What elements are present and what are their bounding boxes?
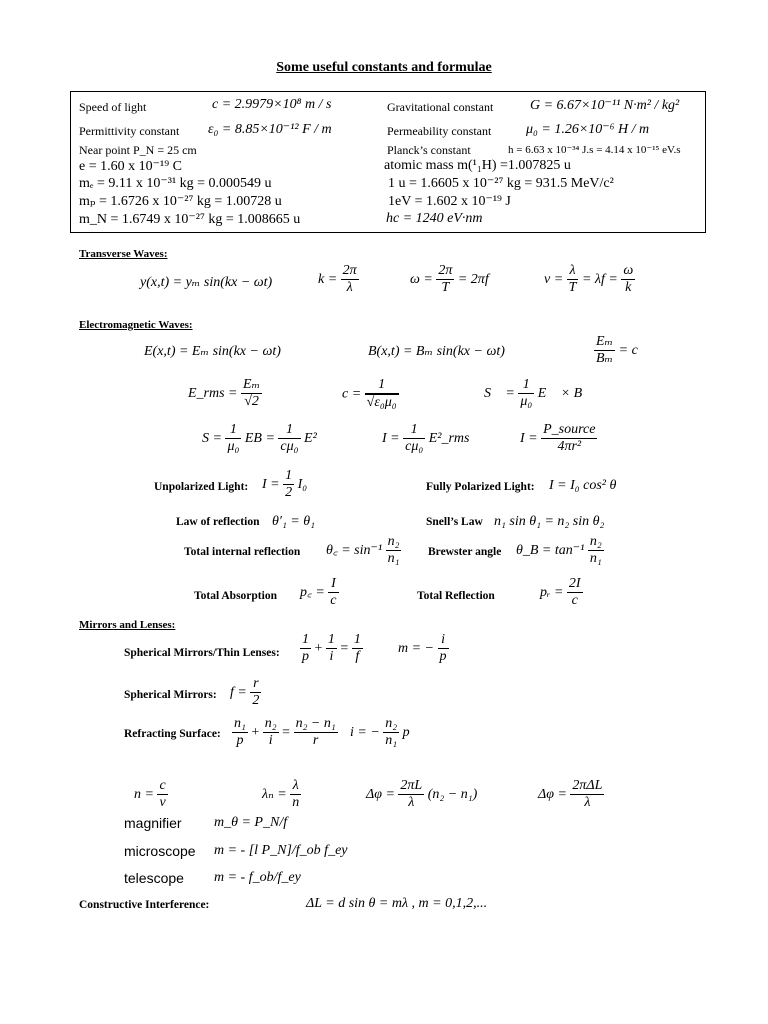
law-reflection-eq: θ′₁ = θ₁ — [272, 514, 315, 529]
wave-omega-eq: ω = $\frac{2\pi}{T}$ = 2πf — [410, 263, 489, 296]
spherical-thin-label: Spherical Mirrors/Thin Lenses: — [124, 647, 280, 659]
lens-magnification-eq: m = − $\frac{i}{p}$ — [398, 632, 447, 665]
index-eq: n = $\frac{c}{v}$ — [134, 778, 166, 811]
telescope-label: telescope — [124, 870, 184, 886]
constructive-eq: ΔL = d sin θ = mλ , m = 0,1,2,... — [306, 896, 488, 911]
atomic-mass: atomic mass m(¹₁H) =1.007825 u — [384, 158, 571, 173]
electron-charge: e = 1.60 x 10⁻¹⁹ C — [79, 159, 182, 174]
brewster-label: Brewster angle — [428, 546, 502, 558]
mirror-focal-eq: f = $\frac{r}{2}$ — [230, 676, 260, 709]
wave-v-eq: v = $\frac{\lambda}{T}$ = λf = $\frac{\omega}{k}$ — [544, 263, 634, 296]
poynting-vector-eq: S⃗ = $\frac{1}{\text{μ₀}}$ E⃗ × B⃗ — [484, 377, 594, 410]
permeab-label: Permeability constant — [387, 124, 492, 138]
unpolarized-label: Unpolarized Light: — [154, 481, 249, 493]
fully-polarized-eq: I = I₀ cos² θ — [549, 478, 617, 493]
microscope-eq: m = - [l P_N]/f_ob f_ey — [214, 843, 348, 858]
wavelength-medium-eq: λₙ = $\frac{\lambda}{n}$ — [262, 778, 300, 811]
em-b-eq: B(x,t) = Bₘ sin(kx − ωt) — [368, 344, 505, 359]
constructive-label: Constructive Interference: — [79, 899, 210, 911]
intensity-source-eq: I = $\frac{\text{P\_source}}{\text{4πr²}}$ — [520, 422, 596, 455]
microscope-label: microscope — [124, 843, 196, 859]
law-reflection-label: Law of reflection — [176, 516, 260, 528]
tir-eq: θ꜀ = sin⁻¹ $\frac{\text{n₂}}{\text{n₁}}$ — [326, 534, 400, 567]
wave-k-eq: k = $\frac{2\pi}{\lambda}$ — [318, 263, 357, 296]
telescope-eq: m = - f_ob/f_ey — [214, 870, 301, 885]
hc: hc = 1240 eV·nm — [386, 211, 483, 226]
phase-diff-eq: Δφ = $\frac{2\pi L}{\lambda}$ (n₂ − n₁) — [366, 778, 478, 811]
thin-lens-eq: $\frac{1}{p}$ + $\frac{1}{i}$ = $\frac{1}{f}$ — [302, 632, 361, 665]
proton-mass: mₚ = 1.6726 x 10⁻²⁷ kg = 1.00728 u — [79, 194, 282, 209]
c-eq: c = $\frac{1}{\text{√ε₀μ₀}}$ — [342, 377, 397, 411]
refracting-label: Refracting Surface: — [124, 728, 221, 740]
ev-conversion: 1eV = 1.602 x 10⁻¹⁹ J — [388, 194, 511, 209]
erms-eq: E_rms = $\frac{\text{Eₘ}}{√2}$ — [188, 377, 261, 410]
planck-eq: h = 6.63 x 10⁻³⁴ J.s = 4.14 x 10⁻¹⁵ eV.s — [508, 144, 681, 156]
poynting-eq: S = $\frac{1}{\text{μ₀}}$ EB = $\frac{1}{\text{cμ₀}}$ E² — [202, 422, 317, 455]
snell-eq: n₁ sin θ₁ = n₂ sin θ₂ — [494, 514, 605, 529]
section-mirrors: Mirrors and Lenses: — [79, 619, 176, 631]
magnifier-label: magnifier — [124, 815, 182, 831]
phase-diff-path-eq: Δφ = $\frac{\text{2πΔL}}{\lambda}$ — [538, 778, 603, 811]
total-absorption-eq: p꜀ = $\frac{I}{c}$ — [300, 576, 337, 609]
unpolarized-eq: I = $\frac{1}{2}$ I₀ — [262, 468, 308, 501]
em-e-eq: E(x,t) = Eₘ sin(kx − ωt) — [144, 344, 281, 359]
em-ratio-eq: $\frac{\text{Eₘ}}{\text{Bₘ}}$ = c — [596, 334, 638, 367]
speed-light-eq: c = 2.9979×10⁸ m / s — [212, 97, 332, 112]
spherical-mirrors-label: Spherical Mirrors: — [124, 689, 217, 701]
planck-label: Planck’s constant — [387, 143, 471, 157]
brewster-eq: θ_B = tan⁻¹ $\frac{\text{n₂}}{\text{n₁}}$ — [516, 534, 602, 567]
permeab-eq: μ₀ = 1.26×10⁻⁶ H / m — [526, 122, 650, 137]
intensity-eq: I = $\frac{1}{\text{cμ₀}}$ E²_rms — [382, 422, 470, 455]
total-reflection-label: Total Reflection — [417, 590, 495, 602]
neutron-mass: m_N = 1.6749 x 10⁻²⁷ kg = 1.008665 u — [79, 212, 301, 227]
speed-light-label: Speed of light — [79, 100, 147, 114]
amu: 1 u = 1.6605 x 10⁻²⁷ kg = 931.5 MeV/c² — [388, 176, 614, 191]
total-reflection-eq: pᵣ = $\frac{2I}{c}$ — [540, 576, 581, 609]
electron-mass: mₑ = 9.11 x 10⁻³¹ kg = 0.000549 u — [79, 176, 272, 191]
snell-label: Snell’s Law — [426, 516, 483, 528]
wave-y-eq: y(x,t) = yₘ sin(kx − ωt) — [140, 275, 273, 290]
near-point: Near point P_N = 25 cm — [79, 143, 197, 157]
grav-eq: G = 6.67×10⁻¹¹ N·m² / kg² — [530, 98, 680, 113]
total-absorption-label: Total Absorption — [194, 590, 277, 602]
perm-eq: ε₀ = 8.85×10⁻¹² F / m — [208, 122, 332, 137]
grav-label: Gravitational constant — [387, 100, 494, 114]
perm-label: Permittivity constant — [79, 124, 180, 138]
fully-polarized-label: Fully Polarized Light: — [426, 481, 535, 493]
section-transverse: Transverse Waves: — [79, 248, 168, 260]
magnifier-eq: m_θ = P_N/f — [214, 815, 288, 830]
refracting-eq: $\frac{\text{n₁}}{p}$ + $\frac{\text{n₂}}{i}$ = $\frac{\text{n₂ − n₁}}{r}$ — [234, 716, 336, 749]
page-title: Some useful constants and formulae — [276, 60, 492, 75]
tir-label: Total internal reflection — [184, 546, 301, 558]
section-em: Electromagnetic Waves: — [79, 319, 193, 331]
refracting-i-eq: i = − $\frac{\text{n₂}}{\text{n₁}}$ p — [350, 716, 410, 749]
